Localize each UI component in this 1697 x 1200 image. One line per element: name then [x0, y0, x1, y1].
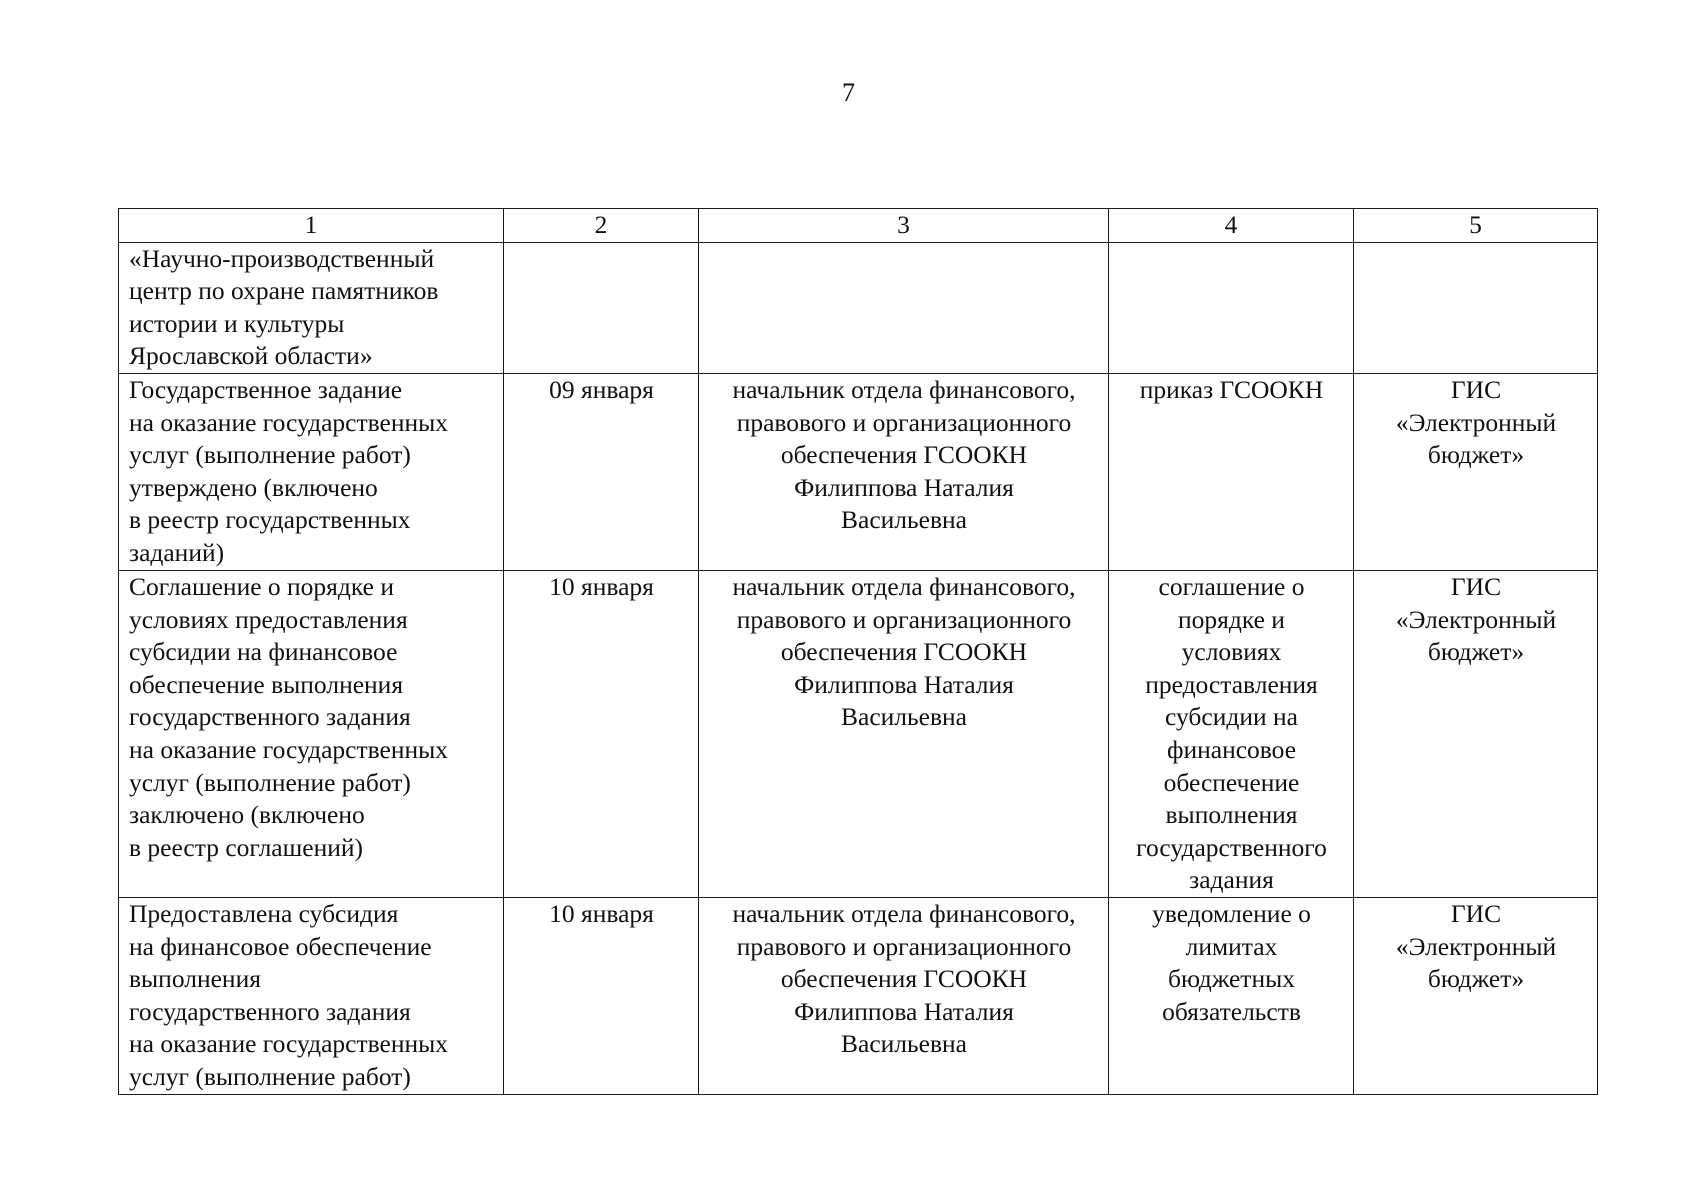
cell-system: [1354, 373, 1598, 570]
cell-text-line: в реестр государственных: [129, 505, 411, 535]
cell-text-line: в реестр соглашений): [129, 832, 363, 862]
cell-text-line: 10 января: [549, 571, 654, 601]
cell-text-line: «Электронный: [1395, 931, 1557, 961]
cell-responsible: [699, 242, 1109, 373]
cell-text-line: финансовое: [1166, 734, 1297, 764]
cell-document: [1109, 897, 1354, 1094]
cell-text-line: центр по охране памятников: [129, 276, 439, 306]
cell-document: [1109, 242, 1354, 373]
cell-text-line: выполнения: [1165, 800, 1298, 830]
cell-text-line: «Электронный: [1395, 604, 1557, 634]
cell-text-line: лимитах: [1185, 931, 1278, 961]
cell-text-line: бюджетных: [1168, 964, 1295, 994]
cell-text-line: Государственное задание: [129, 374, 403, 404]
cell-text-line: начальник отдела финансового,: [732, 898, 1076, 928]
cell-text-line: на оказание государственных: [129, 734, 449, 764]
cell-text-line: 09 января: [549, 374, 654, 404]
cell-text-line: обеспечение выполнения: [129, 669, 404, 699]
cell-system: [1354, 897, 1598, 1094]
cell-text-line: обеспечения ГСООКН: [780, 637, 1028, 667]
cell-text-line: Филиппова Наталия: [794, 996, 1014, 1026]
cell-date: [504, 373, 699, 570]
cell-text-line: Васильевна: [841, 702, 967, 732]
document-table: [118, 208, 1598, 1095]
cell-text-line: Ярославской области»: [129, 341, 373, 371]
cell-text-line: бюджет»: [1427, 440, 1525, 470]
cell-text-line: на оказание государственных: [129, 407, 449, 437]
cell-date: [504, 242, 699, 373]
cell-text-line: уведомление о: [1152, 898, 1311, 928]
cell-text-line: Соглашение о порядке и: [129, 571, 394, 601]
cell-event: [119, 373, 504, 570]
cell-text-line: обеспечение: [1163, 767, 1300, 797]
cell-text-line: условиях: [1181, 637, 1282, 667]
column-number-5: 5: [1354, 209, 1598, 243]
cell-text-line: заключено (включено: [129, 800, 365, 830]
cell-text-line: соглашение о: [1158, 571, 1305, 601]
page-number: 7: [842, 78, 855, 107]
cell-text-line: начальник отдела финансового,: [732, 571, 1076, 601]
cell-event: [119, 897, 504, 1094]
cell-text-line: Васильевна: [841, 505, 967, 535]
cell-text-line: услуг (выполнение работ): [129, 1061, 411, 1091]
cell-text-line: предоставления: [1145, 669, 1318, 699]
cell-text-line: Филиппова Наталия: [794, 669, 1014, 699]
cell-text-line: обеспечения ГСООКН: [780, 440, 1028, 470]
column-number-4: 4: [1109, 209, 1354, 243]
cell-event: [119, 242, 504, 373]
cell-text-line: правового и организационного: [736, 407, 1072, 437]
cell-text-line: ГИС: [1450, 898, 1502, 928]
cell-responsible: [699, 570, 1109, 897]
cell-text-line: обязательств: [1162, 996, 1301, 1026]
cell-date: [504, 570, 699, 897]
cell-text-line: на финансовое обеспечение: [129, 931, 432, 961]
cell-text-line: услуг (выполнение работ): [129, 767, 411, 797]
cell-text-line: условиях предоставления: [129, 604, 408, 634]
table-row: [119, 373, 1598, 570]
cell-text-line: ГИС: [1450, 374, 1502, 404]
cell-text-line: бюджет»: [1427, 637, 1525, 667]
column-number-3: 3: [699, 209, 1109, 243]
column-number-2: 2: [504, 209, 699, 243]
cell-text-line: истории и культуры: [129, 308, 345, 338]
cell-text-line: государственного задания: [129, 996, 411, 1026]
column-number-1: 1: [119, 209, 504, 243]
cell-text-line: начальник отдела финансового,: [732, 374, 1076, 404]
cell-text-line: выполнения: [129, 964, 261, 994]
table-row: [119, 242, 1598, 373]
cell-text-line: 10 января: [549, 898, 654, 928]
cell-document: [1109, 373, 1354, 570]
cell-text-line: государственного: [1136, 832, 1327, 862]
cell-text-line: ГИС: [1450, 571, 1502, 601]
table-row: [119, 570, 1598, 897]
cell-text-line: субсидии на финансовое: [129, 637, 398, 667]
cell-text-line: обеспечения ГСООКН: [780, 964, 1028, 994]
cell-document: [1109, 570, 1354, 897]
cell-text-line: правового и организационного: [736, 931, 1072, 961]
cell-text-line: «Научно-производственный: [129, 243, 435, 273]
cell-text-line: Филиппова Наталия: [794, 472, 1014, 502]
cell-text-line: задания: [1189, 865, 1274, 895]
cell-text-line: утверждено (включено: [129, 472, 378, 502]
cell-text-line: «Электронный: [1395, 407, 1557, 437]
cell-text-line: Васильевна: [841, 1029, 967, 1059]
cell-text-line: приказ ГСООКН: [1139, 374, 1324, 404]
cell-text-line: субсидии на: [1165, 702, 1298, 732]
cell-responsible: [699, 897, 1109, 1094]
cell-text-line: государственного задания: [129, 702, 411, 732]
cell-text-line: Предоставлена субсидия: [129, 898, 399, 928]
cell-text-line: бюджет»: [1427, 964, 1525, 994]
cell-responsible: [699, 373, 1109, 570]
cell-system: [1354, 570, 1598, 897]
table-header-row: [119, 209, 1598, 243]
cell-text-line: правового и организационного: [736, 604, 1072, 634]
cell-text-line: порядке и: [1178, 604, 1285, 634]
cell-event: [119, 570, 504, 897]
cell-date: [504, 897, 699, 1094]
table-row: [119, 897, 1598, 1094]
cell-system: [1354, 242, 1598, 373]
cell-text-line: на оказание государственных: [129, 1029, 449, 1059]
cell-text-line: заданий): [129, 537, 225, 567]
cell-text-line: услуг (выполнение работ): [129, 440, 411, 470]
